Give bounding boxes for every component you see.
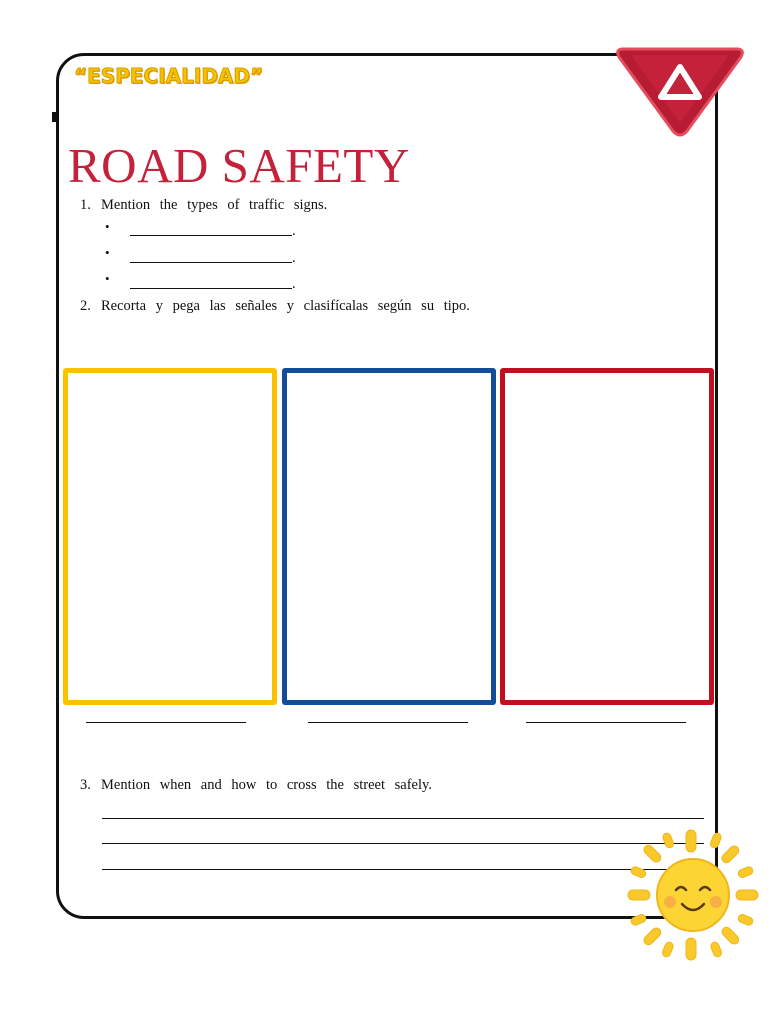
answer-blank-1[interactable] (130, 235, 292, 236)
question-2-text: Recorta y pega las señales y clasifícalas según su tipo. (101, 298, 470, 314)
box-label-blank-red[interactable] (526, 722, 686, 723)
triangle-warning-icon (613, 43, 747, 139)
page-title: ROAD SAFETY (68, 138, 410, 193)
answer-line-2[interactable] (102, 843, 704, 844)
answer-line-1[interactable] (102, 818, 704, 819)
blank-suffix-3: . (292, 276, 296, 292)
sign-box-red[interactable] (500, 368, 714, 705)
question-2-number: 2. (80, 298, 91, 314)
blank-suffix-1: . (292, 223, 296, 239)
answer-blank-2[interactable] (130, 262, 292, 263)
question-1-text: Mention the types of traffic signs. (101, 197, 328, 213)
answer-blank-3[interactable] (130, 288, 292, 289)
specialty-label: “ESPECIALIDAD” (74, 64, 264, 88)
smiling-sun-icon (626, 828, 760, 962)
question-3-number: 3. (80, 777, 91, 793)
blank-suffix-2: . (292, 250, 296, 266)
bullet-2: • (105, 245, 110, 260)
sign-box-blue[interactable] (282, 368, 496, 705)
margin-mark (52, 112, 56, 122)
question-3-text: Mention when and how to cross the street safely. (101, 777, 432, 793)
sign-box-yellow[interactable] (63, 368, 277, 705)
box-label-blank-blue[interactable] (308, 722, 468, 723)
bullet-3: • (105, 271, 110, 286)
question-1-number: 1. (80, 197, 91, 213)
box-label-blank-yellow[interactable] (86, 722, 246, 723)
answer-line-3[interactable] (102, 869, 674, 870)
bullet-1: • (105, 219, 110, 234)
